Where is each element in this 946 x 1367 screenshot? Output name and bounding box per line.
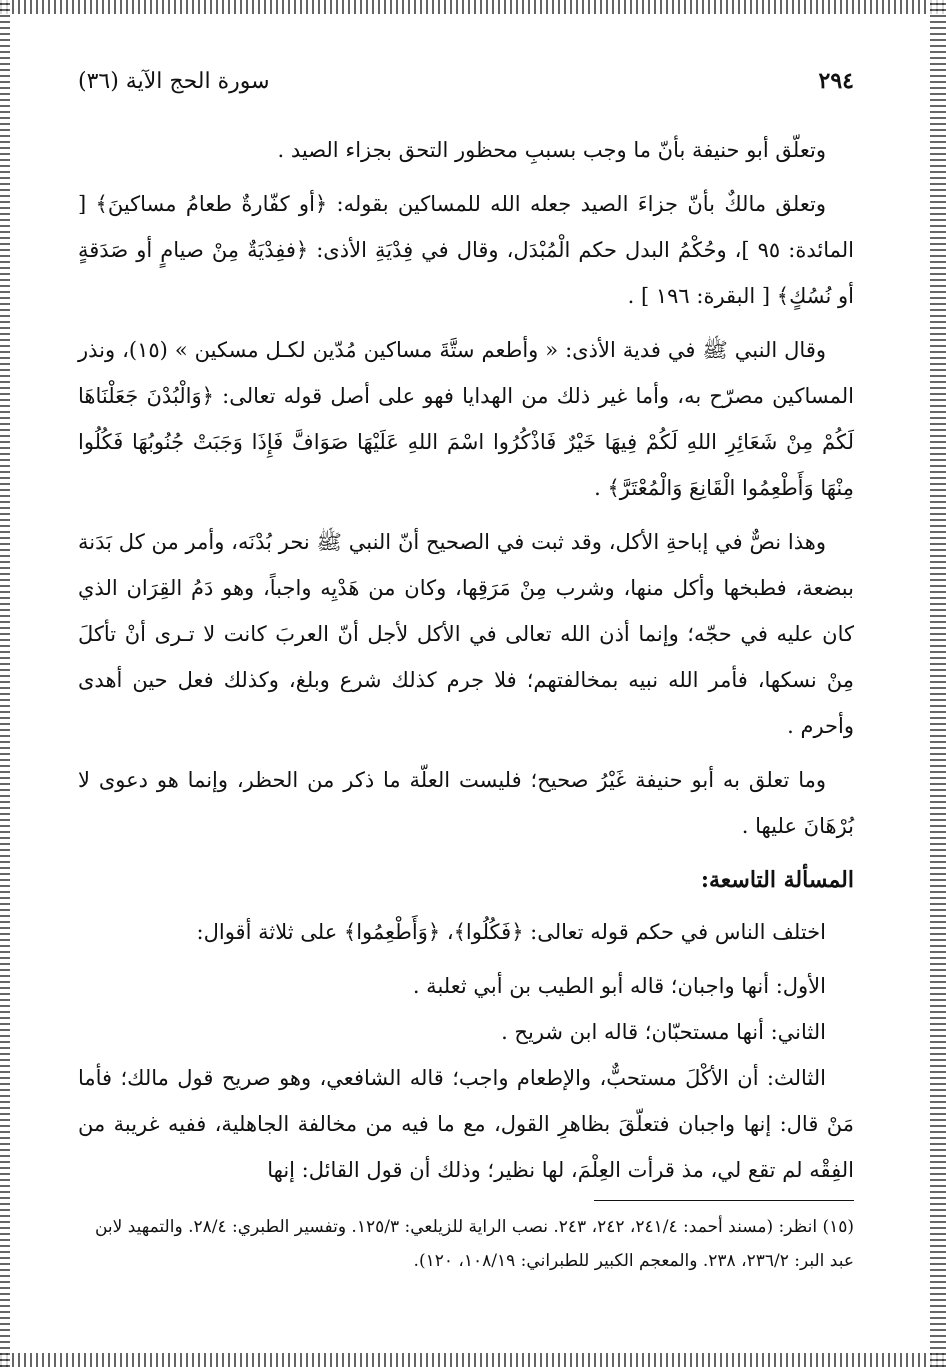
footnote xyxy=(78,1210,854,1278)
decorative-border-left xyxy=(0,0,10,1367)
paragraph-6: اختلف الناس في حكم قوله تعالى: ﴿فَكُلُوا﴾، ﴿وَأَطْعِمُوا﴾ على ثلاثة أقوال: xyxy=(196,920,826,944)
paragraph-1: وتعلّق أبو حنيفة بأنّ ما وجب بسببِ محظور التحق بجزاء الصيد . xyxy=(277,138,826,162)
paragraph-5: وما تعلق به أبو حنيفة غَيْرُ صحيح؛ فليست العلّة ما ذكر من الحظر، وإنما هو دعوى لا بُرْهَانَ عليها . xyxy=(78,768,854,838)
paragraph-8: الثاني: أنها مستحبّان؛ قاله ابن شريح . xyxy=(501,1020,826,1044)
decorative-border-bottom xyxy=(0,1353,946,1367)
running-header xyxy=(78,58,854,105)
body-text xyxy=(78,127,854,1193)
decorative-border-right xyxy=(930,0,946,1367)
footnote-separator xyxy=(594,1200,854,1201)
page-number: ٢٩٤ xyxy=(818,68,854,94)
footnote-number: (١٥) xyxy=(822,1217,854,1237)
paragraph-2: وتعلق مالكٌ بأنّ جزاءَ الصيد جعله الله للمساكين بقوله: ﴿أو كفّارةٌ طعامُ مساكينَ﴾ [ المائدة: ٩٥ ]، وحُكْمُ البدل حكم الْمُبْدَل، وقال في فِدْيَةِ الأذى: ﴿ففِدْيَةٌ مِنْ صيامٍ أو صَدَقةٍ أو نُسُكٍ﴾ [ البقرة: ١٩٦ ] . xyxy=(78,192,854,308)
paragraph-7: الأول: أنها واجبان؛ قاله أبو الطيب بن أبي ثعلبة . xyxy=(412,974,826,998)
paragraph-9: الثالث: أن الأكْلَ مستحبٌّ، والإطعام واجب؛ قاله الشافعي، وهو صريح قول مالك؛ فأما مَنْ قال: إنها واجبان فتعلّقَ بظاهرِ القول، مع ما فيه من مخالفة الجاهلية، ففيه غريبة من الفِقْه لم تقع لي، مذ قرأت العِلْمَ، لها نظير؛ وذلك أن قول القائل: إنها xyxy=(78,1066,854,1182)
paragraph-3: وقال النبي ﷺ في فدية الأذى: « وأطعم ستَّةَ مساكين مُدّين لكـل مسكين » (١٥)، ونذر المساكين مصرّح به، وأما غير ذلك من الهدايا فهو على أصل قوله تعالى: ﴿وَالْبُدْنَ جَعَلْنَاهَا لَكُمْ مِنْ شَعَائِرِ اللهِ لَكُمْ فِيهَا خَيْرٌ فَاذْكُرُوا اسْمَ اللهِ عَلَيْهَا صَوَافَّ فَإِذَا وَجَبَتْ جُنُوبُهَا فَكُلُوا مِنْهَا وَأَطْعِمُوا الْقَانِعَ وَالْمُعْتَرَّ﴾ . xyxy=(78,338,854,500)
decorative-border-top xyxy=(0,0,946,14)
footnote-text: انظر: (مسند أحمد: ٢٤١/٤، ٢٤٢، ٢٤٣. نصب الراية للزيلعي: ١٢٥/٣. وتفسير الطبري: ٢٨/٤. والتمهيد لابن عبد البر: ٢٣٦/٢، ٢٣٨. والمعجم الكبير للطبراني: ١٠٨/١٩، ١٢٠). xyxy=(94,1217,854,1271)
page-content xyxy=(78,58,854,1201)
running-title: سورة الحج الآية (٣٦) xyxy=(78,68,270,94)
section-heading: المسألة التاسعة: xyxy=(700,867,854,893)
paragraph-4: وهذا نصٌّ في إباحةِ الأكل، وقد ثبت في الصحيح أنّ النبي ﷺ نحر بُدْنَه، وأمر من كل بَدَنة ببضعة، فطبخها وأكل منها، وشرب مِنْ مَرَقِها، وكان من هَدْيِه واجباً، وهو دَمُ القِرَان الذي كان عليه في حجّه؛ وإنما أذن الله تعالى في الأكل لأجل أنّ العربَ كانت لا تـرى أنْ تأكلَ مِنْ نسكها، فأمر الله نبيه بمخالفتهم؛ فلا جرم كذلك شرع وبلغ، وكذلك فعل حين أهدى وأحرم . xyxy=(78,530,854,738)
